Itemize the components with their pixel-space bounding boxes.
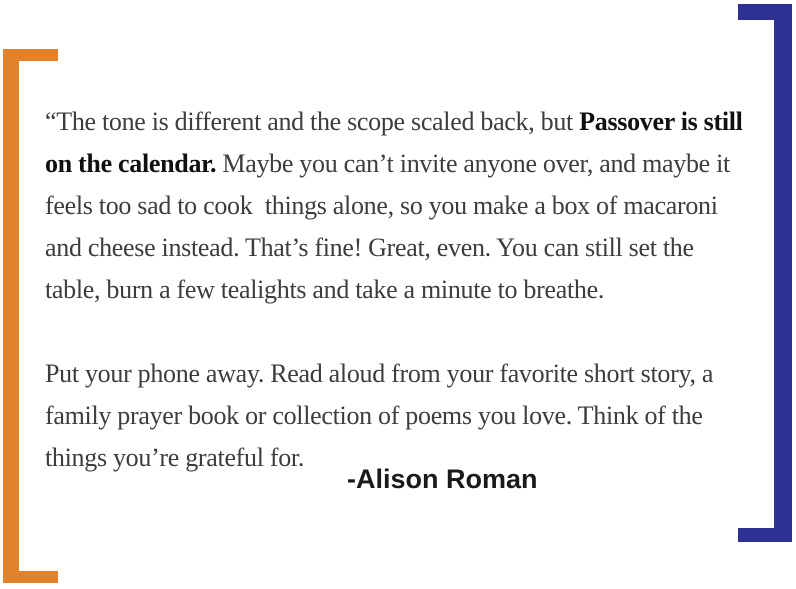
quote-segment: table, burn a few tealights and take a minute to breathe. [45,275,605,304]
quote-line [45,395,743,437]
quote-segment: and cheese instead. That’s fine! Great, even. You can still set the [45,233,694,262]
quote-segment: Maybe you can’t invite anyone over, and maybe it [216,149,730,178]
quote-segment: feels too sad to cook things alone, so you make a box of macaroni [45,191,718,220]
quote-line [45,269,743,311]
quote-line [45,185,743,227]
quote-attribution: -Alison Roman [347,464,538,494]
quote-line [45,101,743,143]
quote-paragraph [45,353,743,479]
quote-segment: things you’re grateful for. [45,443,305,472]
quote-line [45,143,743,185]
quote-line [45,353,743,395]
quote-segment: “The tone is different and the scope scaled back, but [45,107,580,136]
quote-line [45,227,743,269]
quote-text [45,101,743,479]
right-bracket-decoration [738,4,792,542]
quote-paragraph [45,101,743,311]
quote-segment-bold: on the calendar. [45,149,217,178]
quote-segment: Put your phone away. Read aloud from your favorite short story, a [45,359,714,388]
quote-segment: family prayer book or collection of poems you love. Think of the [45,401,703,430]
quote-segment-bold: Passover is still [579,107,743,136]
